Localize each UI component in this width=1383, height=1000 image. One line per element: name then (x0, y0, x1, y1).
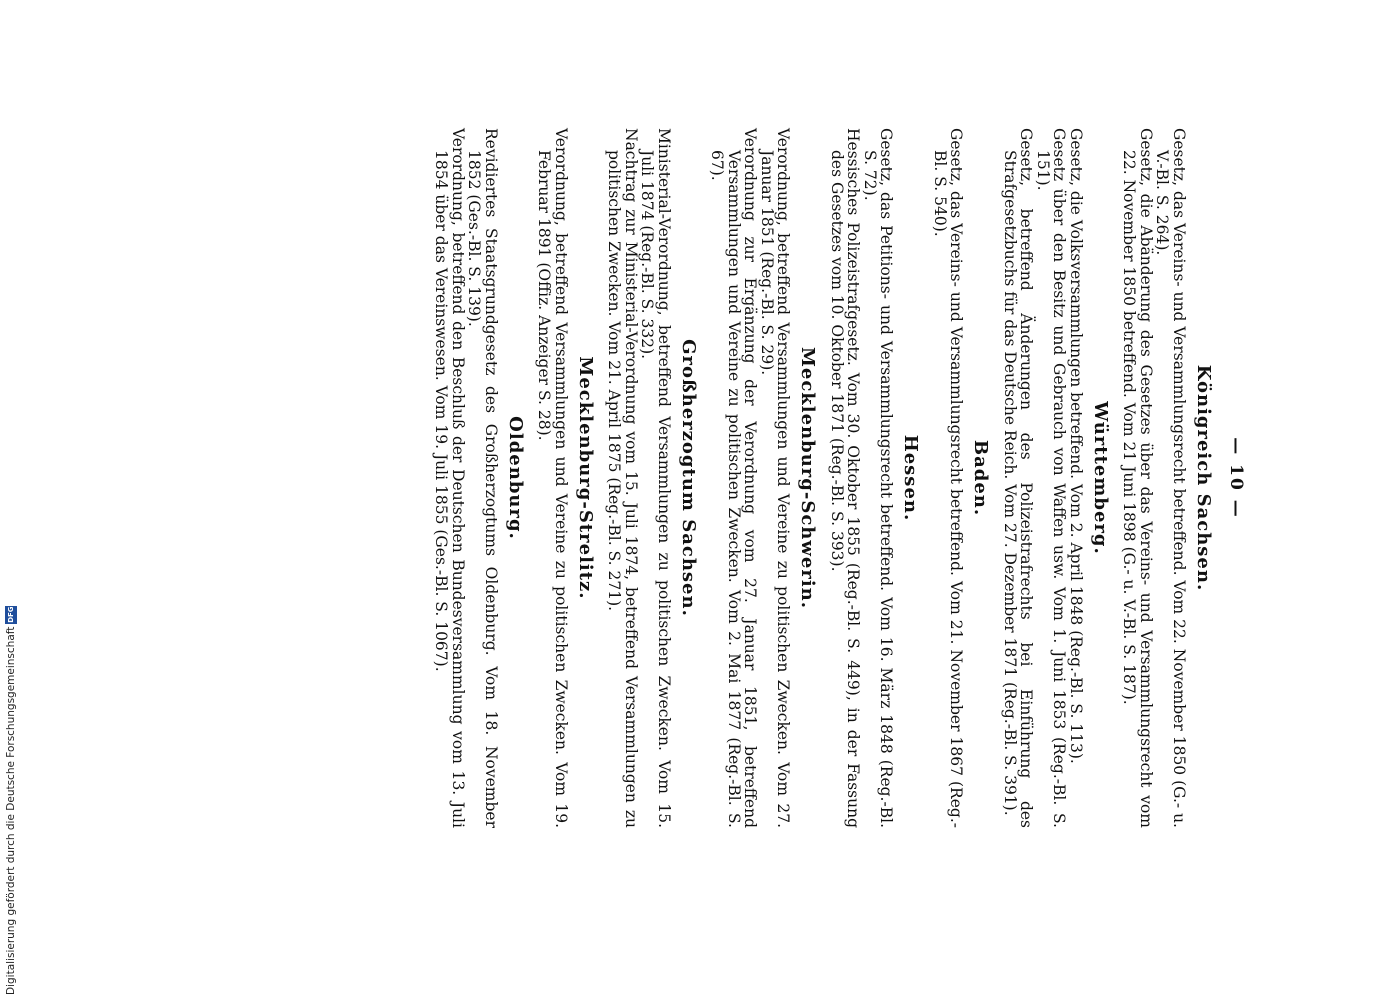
section-heading: Königreich Sachsen. (1193, 364, 1214, 592)
law-entry: Hessisches Polizeistrafgesetz. Vom 30. Oktober 1855 (Reg.-Bl. S. 449), in der Fassung des Gesetzes vom 10. Oktober 1871 (Reg.-Bl. S. 393). (828, 128, 863, 828)
law-entry: Verordnung, betreffend Versammlungen und Vereine zu politischen Zwecken. Vom 27. Januar 1851 (Reg.-Bl. S. 29). (758, 128, 793, 828)
section-baden (932, 128, 992, 828)
credit-text: Digitalisierung gefördert durch die Deutsche Forschungsgemeinschaft (5, 626, 17, 995)
section-heading: Mecklenburg-Schwerin. (797, 346, 819, 610)
rotated-page-content (146, 128, 1246, 828)
law-entry: Gesetz, das Vereins- und Versammlungsrecht betreffend. Vom 22. November 1850 (G.- u. V.-Bl. S. 264). (1153, 128, 1188, 828)
section-heading: Württemberg. (1090, 401, 1111, 555)
section-heading: Hessen. (900, 434, 922, 522)
section-mecklenburg-strelitz (536, 128, 596, 828)
law-entry: Nachtrag zur Ministerial-Verordnung vom 15. Juli 1874, betreffend Versammlungen zu politischen Zwecken. Vom 21. April 1875 (Reg.-Bl. S. 271). (605, 128, 640, 828)
funding-credit (5, 606, 17, 995)
section-heading: Mecklenburg-Strelitz. (575, 356, 596, 600)
law-entry: Gesetz, die Abänderung des Gesetzes über das Vereins- und Versammlungsrecht vom 22. November 1850 betreffend. Vom 21 Juni 1898 (G.- u. V.-Bl. S. 187). (1120, 128, 1155, 828)
section-heading: Großherzogtum Sachsen. (678, 339, 699, 617)
law-entry: Gesetz, die Volksversammlungen betreffend. Vom 2. April 1848 (Reg.-Bl. S. 113). (1067, 128, 1085, 764)
section-sachsen (1121, 128, 1214, 828)
section-oldenburg (433, 128, 526, 828)
section-heading: Baden. (970, 439, 992, 517)
section-wuerttemberg (1002, 128, 1112, 828)
page-number: — 10 — (1226, 437, 1246, 519)
dfg-logo-icon: DFG (7, 606, 15, 623)
section-mecklenburg-schwerin (709, 128, 819, 828)
law-entry: Ministerial-Verordnung, betreffend Versammlungen zu politischen Zwecken. Vom 15. Juli 1874 (Reg.-Bl. S. 332). (638, 128, 673, 828)
law-entry: Gesetz, betreffend Änderungen des Polizeistrafrechts bei Einführung des Strafgesetzbuchs für das Deutsche Reich. Vom 27. Dezember 1871 (Reg.-Bl. S. 391). (1001, 128, 1036, 828)
law-entry: Verordnung, betreffend Versammlungen und Vereine zu politischen Zwecken. Vom 19. Februar 1891 (Offiz. Anzeiger S. 28). (535, 128, 570, 828)
law-entry: Verordnung, betreffend den Beschluß der Deutschen Bundesversammlung vom 13. Juli 1854 über das Vereinswesen. Vom 19. Juli 1855 (Ges.-Bl. S. 1067). (432, 128, 467, 828)
law-entry: Gesetz über den Besitz und Gebrauch von Waffen usw. Vom 1. Juni 1853 (Reg.-Bl. S. 151). (1034, 128, 1069, 828)
law-entry: Revidiertes Staatsgrundgesetz des Großherzogtums Oldenburg. Vom 18. November 1852 (Ges.-Bl. S. 139). (465, 128, 500, 828)
section-heading: Oldenburg. (505, 416, 526, 540)
law-entry: Verordnung zur Ergänzung der Verordnung vom 27. Januar 1851, betreffend Versammlungen und Vereine zu politischen Zwecken. Vom 2. Mai 1877 (Reg.-Bl. S. 67). (708, 128, 760, 828)
section-hessen (829, 128, 922, 828)
law-entry: Gesetz, das Vereins- und Versammlungsrecht betreffend. Vom 21. November 1867 (Reg.-Bl. S. 540). (931, 128, 966, 828)
section-grossherzogtum-sachsen (606, 128, 699, 828)
law-entry: Gesetz, das Petitions- und Versammlungsrecht betreffend. Vom 16. März 1848 (Reg.-Bl. S. 72). (861, 128, 896, 828)
